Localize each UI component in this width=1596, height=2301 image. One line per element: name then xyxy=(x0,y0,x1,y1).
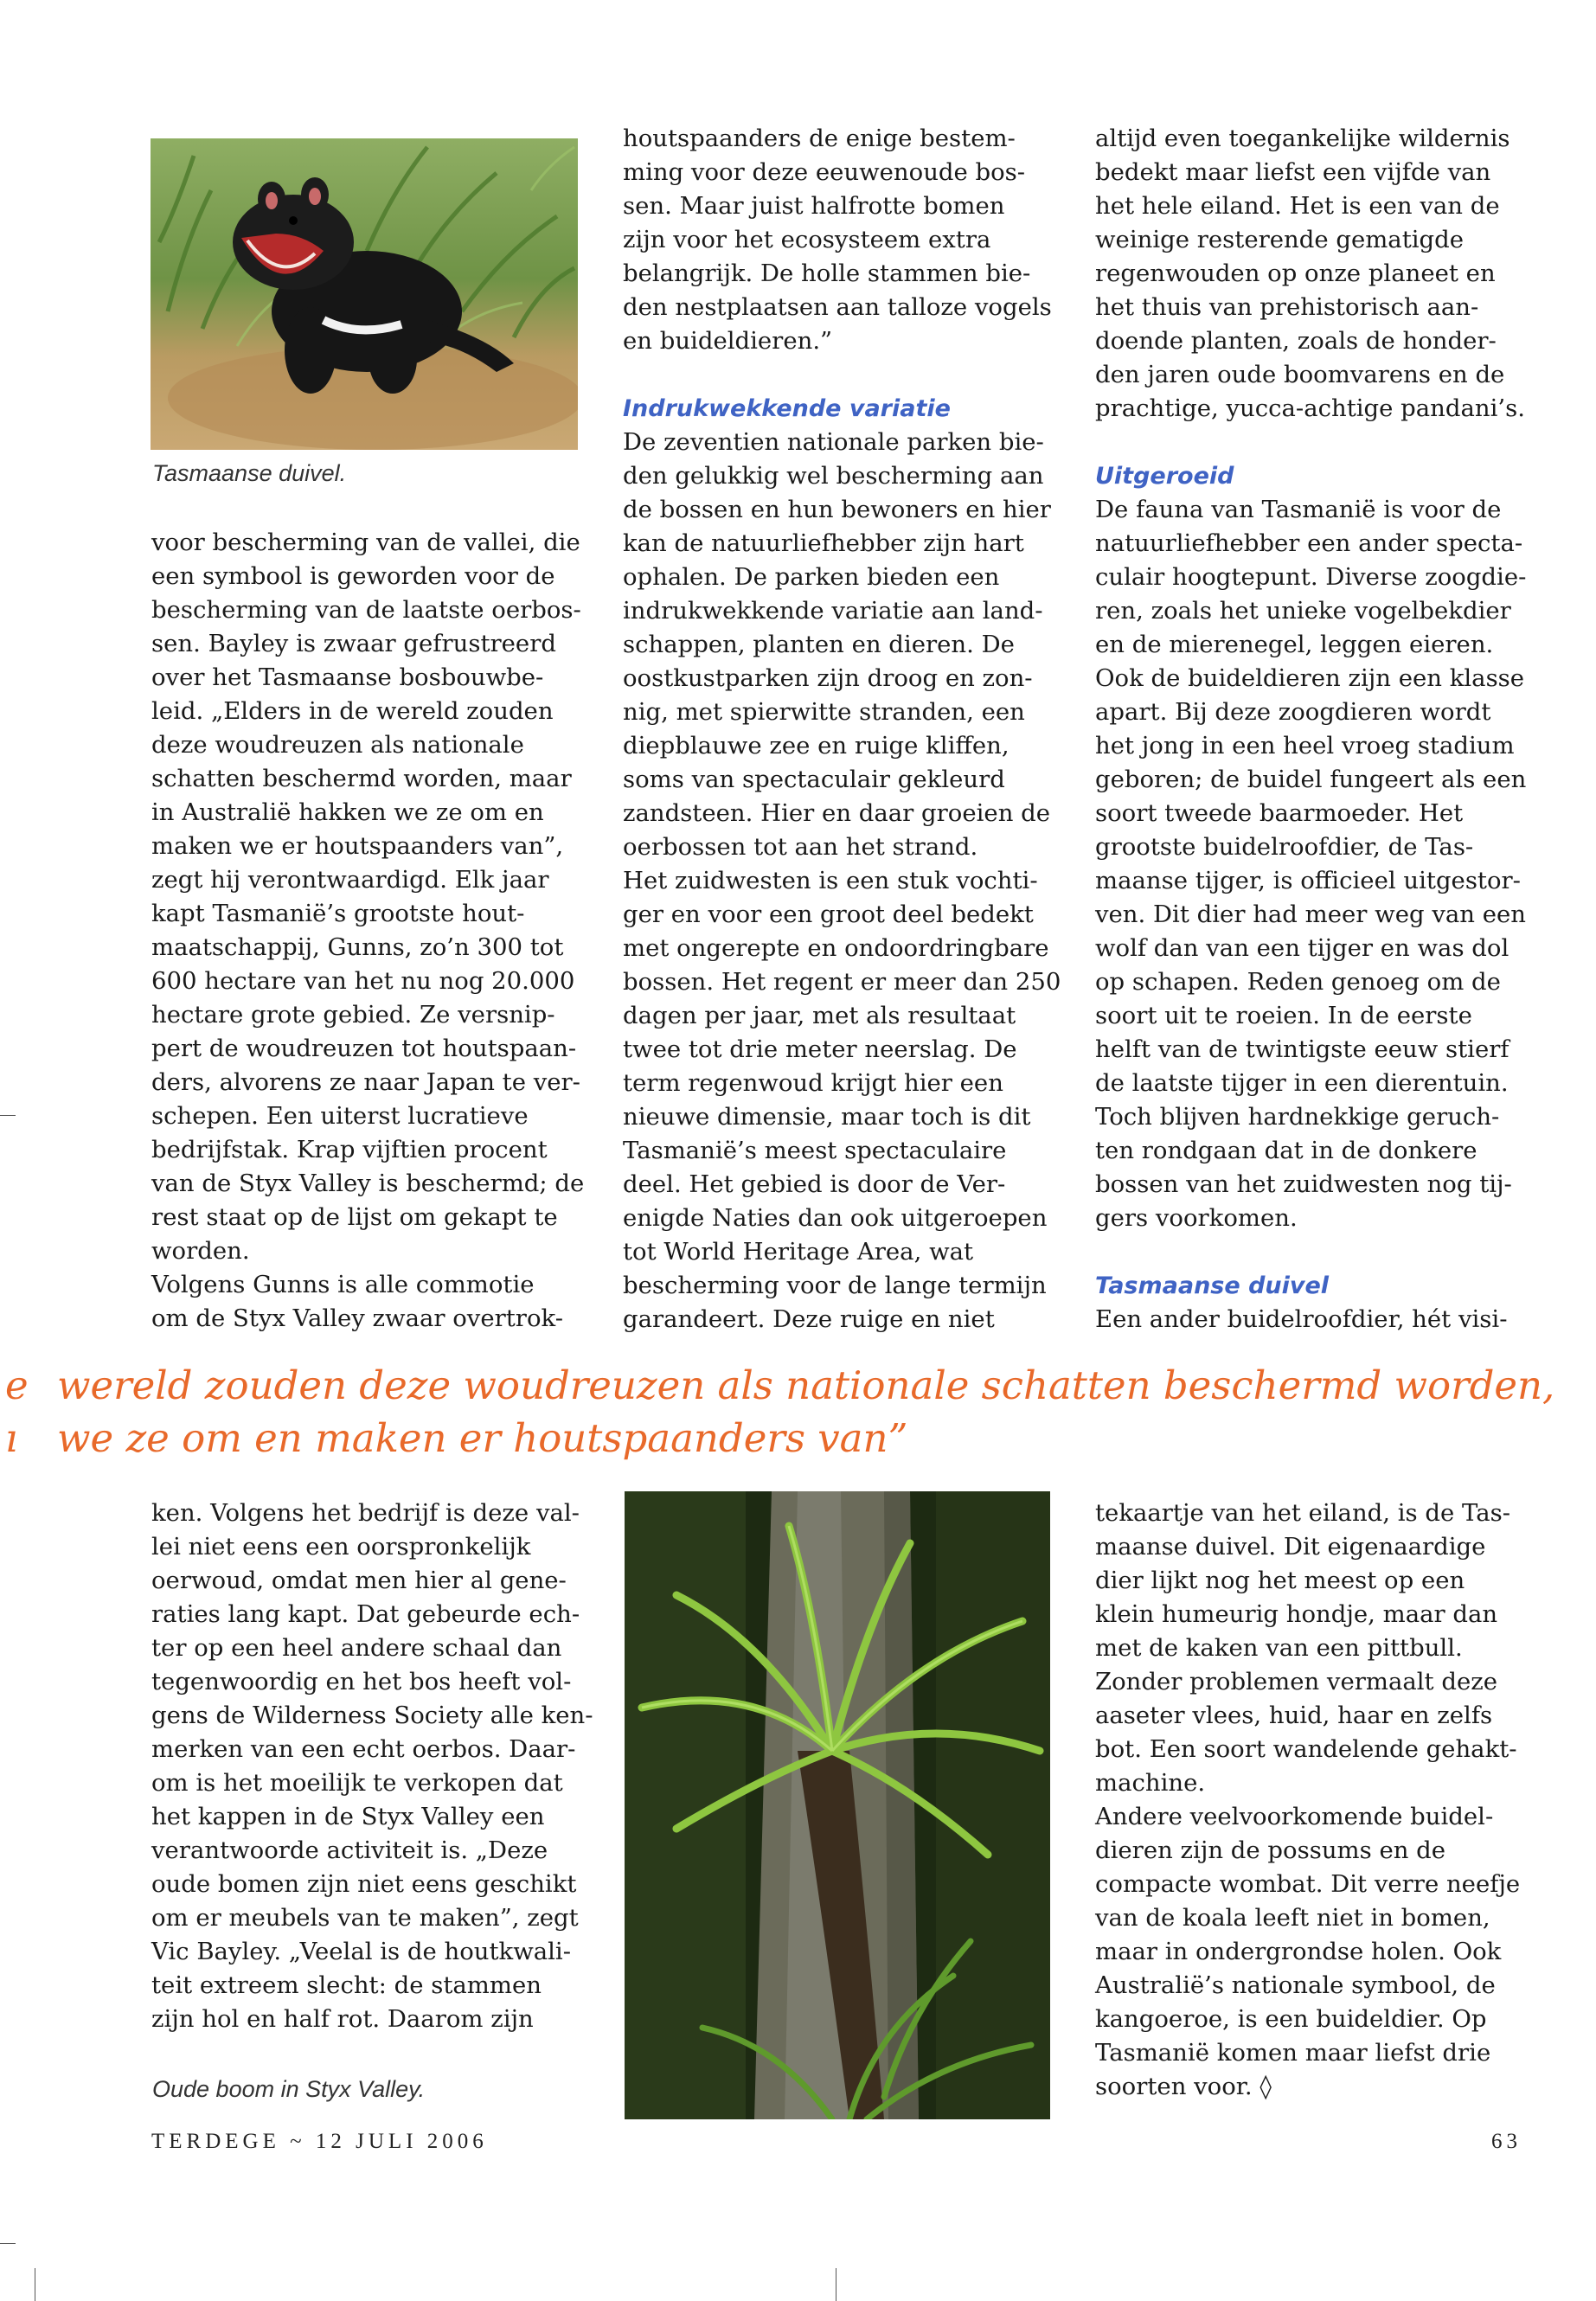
text-line: over het Tasmaanse bosbouwbe- xyxy=(151,663,544,691)
text-line: den nestplaatsen aan talloze vogels xyxy=(623,293,1052,321)
text-line: aaseter vlees, huid, haar en zelfs xyxy=(1095,1702,1493,1729)
text-line: oerbossen tot aan het strand. xyxy=(623,833,978,861)
text-line: nig, met spierwitte stranden, een xyxy=(623,698,1025,726)
tree-caption: Oude boom in Styx Valley. xyxy=(152,2076,426,2102)
text-line: garandeert. Deze ruige en niet xyxy=(623,1305,995,1333)
text-line: dagen per jaar, met als resultaat xyxy=(623,1002,1016,1029)
text-line: zandsteen. Hier en daar groeien de xyxy=(623,799,1051,827)
text-line: zijn voor het ecosysteem extra xyxy=(623,226,991,253)
text-line: Een ander buidelroofdier, hét visi- xyxy=(1095,1305,1508,1333)
text-line: verantwoorde activiteit is. „Deze xyxy=(151,1836,548,1864)
text-line: de bossen en hun bewoners en hier xyxy=(623,496,1051,523)
text-line: compacte wombat. Dit verre neefje xyxy=(1095,1870,1521,1898)
text-line: zijn hol en half rot. Daarom zijn xyxy=(151,2005,534,2033)
text-line: diepblauwe zee en ruige kliffen, xyxy=(623,732,1010,760)
text-line: indrukwekkende variatie aan land- xyxy=(623,597,1043,625)
text-line: Het zuidwesten is een stuk vochti- xyxy=(623,867,1038,894)
text-line: altijd even toegankelijke wildernis xyxy=(1095,125,1510,152)
text-line: schepen. Een uiterst lucratieve xyxy=(151,1102,529,1130)
text-line: het thuis van prehistorisch aan- xyxy=(1095,293,1479,321)
text-line: kapt Tasmanië’s grootste hout- xyxy=(151,900,525,927)
text-line: houtspaanders de enige bestem- xyxy=(623,125,1016,152)
section-heading-variatie: Indrukwekkende variatie xyxy=(623,395,951,422)
text-line: Andere veelvoorkomende buidel- xyxy=(1095,1803,1494,1830)
text-line: dieren zijn de possums en de xyxy=(1095,1836,1446,1864)
text-line: gers voorkomen. xyxy=(1095,1204,1298,1232)
text-line: het hele eiland. Het is een van de xyxy=(1095,192,1500,220)
text-line: De zeventien nationale parken bie- xyxy=(623,428,1044,456)
text-line: belangrijk. De holle stammen bie- xyxy=(623,260,1031,287)
text-line: voor bescherming van de vallei, die xyxy=(151,529,580,556)
text-line: bescherming van de laatste oerbos- xyxy=(151,596,581,624)
text-line: Vic Bayley. „Veelal is de houtkwali- xyxy=(151,1938,572,1965)
text-line: hectare grote gebied. Ze versnip- xyxy=(151,1001,555,1029)
text-line: ming voor deze eeuwenoude bos- xyxy=(623,158,1026,186)
text-line: doende planten, zoals de honder- xyxy=(1095,327,1497,355)
text-line: term regenwoud krijgt hier een xyxy=(623,1069,1003,1097)
text-line: ter op een heel andere schaal dan xyxy=(151,1634,562,1662)
text-line: Volgens Gunns is alle commotie xyxy=(151,1271,535,1298)
tasmanian-devil-photo xyxy=(151,138,578,450)
text-line: geboren; de buidel fungeert als een xyxy=(1095,766,1527,793)
text-line: bot. Een soort wandelende gehakt- xyxy=(1095,1735,1517,1763)
text-line: prachtige, yucca-achtige pandani’s. xyxy=(1095,394,1525,422)
text-line: ken. Volgens het bedrijf is deze val- xyxy=(151,1499,580,1527)
text-line: De fauna van Tasmanië is voor de xyxy=(1095,496,1502,523)
text-line: en buideldieren.” xyxy=(623,327,833,355)
text-line: weinige resterende gematigde xyxy=(1095,226,1465,253)
text-line: bedekt maar liefst een vijfde van xyxy=(1095,158,1491,186)
text-line: rest staat op de lijst om gekapt te xyxy=(151,1203,558,1231)
text-line: ders, alvorens ze naar Japan te ver- xyxy=(151,1068,580,1096)
column-1-bottom xyxy=(151,1497,593,2036)
text-line: soms van spectaculair gekleurd xyxy=(623,766,1005,793)
text-line: sen. Maar juist halfrotte bomen xyxy=(623,192,1005,220)
text-line: lei niet eens een oorspronkelijk xyxy=(151,1533,531,1561)
text-line: dier lijkt nog het meest op een xyxy=(1095,1567,1465,1594)
text-line: Ook de buideldieren zijn een klasse xyxy=(1095,664,1525,692)
column-2-top xyxy=(623,122,1061,1336)
column-3-bottom xyxy=(1095,1497,1520,2104)
text-line: Tasmanië’s meest spectaculaire xyxy=(623,1137,1007,1164)
devil-caption: Tasmaanse duivel. xyxy=(152,460,347,486)
column-1-top xyxy=(151,526,584,1336)
crop-mark xyxy=(0,2243,16,2244)
text-line: 600 hectare van het nu nog 20.000 xyxy=(151,967,575,995)
text-line: deze woudreuzen als nationale xyxy=(151,731,524,759)
section-heading-duivel: Tasmaanse duivel xyxy=(1095,1272,1330,1299)
text-line: maanse tijger, is officieel uitgestor- xyxy=(1095,867,1521,894)
text-line: Australië’s nationale symbool, de xyxy=(1095,1971,1496,1999)
text-line: om er meubels van te maken”, zegt xyxy=(151,1904,579,1932)
pull-quote-edge-glyph: ı xyxy=(5,1415,18,1461)
text-line: Toch blijven hardnekkige geruch- xyxy=(1095,1103,1500,1131)
tree-fern-illustration xyxy=(625,1491,1050,2119)
text-line: maken we er houtspaanders van”, xyxy=(151,832,564,860)
text-line: de laatste tijger in een dierentuin. xyxy=(1095,1069,1509,1097)
text-line: maanse duivel. Dit eigenaardige xyxy=(1095,1533,1486,1561)
text-line: bossen van het zuidwesten nog tij- xyxy=(1095,1170,1512,1198)
column-3-top xyxy=(1095,122,1526,1336)
text-line: worden. xyxy=(151,1237,250,1265)
text-line: ren, zoals het unieke vogelbekdier xyxy=(1095,597,1511,625)
text-line: merken van een echt oerbos. Daar- xyxy=(151,1735,576,1763)
text-line: twee tot drie meter neerslag. De xyxy=(623,1035,1017,1063)
text-line: oostkustparken zijn droog en zon- xyxy=(623,664,1033,692)
text-line: een symbool is geworden voor de xyxy=(151,562,555,590)
text-line: bedrijfstak. Krap vijftien procent xyxy=(151,1136,548,1163)
text-line: deel. Het gebied is door de Ver- xyxy=(623,1170,1006,1198)
text-line: tot World Heritage Area, wat xyxy=(623,1238,974,1266)
text-line: enigde Naties dan ook uitgeroepen xyxy=(623,1204,1048,1232)
text-line: leid. „Elders in de wereld zouden xyxy=(151,697,554,725)
text-line: wolf dan van een tijger en was dol xyxy=(1095,934,1509,962)
text-line: schatten beschermd worden, maar xyxy=(151,765,572,792)
page-number: 63 xyxy=(1491,2130,1522,2153)
text-line: soort tweede baarmoeder. Het xyxy=(1095,799,1464,827)
tasmanian-devil-illustration xyxy=(151,138,578,450)
text-line: ten rondgaan dat in de donkere xyxy=(1095,1137,1477,1164)
text-line: in Australië hakken we ze om en xyxy=(151,798,544,826)
text-line: grootste buidelroofdier, de Tas- xyxy=(1095,833,1474,861)
text-line: met de kaken van een pittbull. xyxy=(1095,1634,1463,1662)
text-line: culair hoogtepunt. Diverse zoogdie- xyxy=(1095,563,1527,591)
text-line: den gelukkig wel bescherming aan xyxy=(623,462,1044,490)
text-line: en de mierenegel, leggen eieren. xyxy=(1095,631,1494,658)
text-line: den jaren oude boomvarens en de xyxy=(1095,361,1505,388)
text-line: zegt hij verontwaardigd. Elk jaar xyxy=(151,866,549,894)
text-line: helft van de twintigste eeuw stierf xyxy=(1095,1035,1509,1063)
text-line: Zonder problemen vermaalt deze xyxy=(1095,1668,1497,1695)
text-line: klein humeurig hondje, maar dan xyxy=(1095,1600,1498,1628)
text-line: pert de woudreuzen tot houtspaan- xyxy=(151,1035,577,1062)
text-line: bossen. Het regent er meer dan 250 xyxy=(623,968,1061,996)
text-line: oerwoud, omdat men hier al gene- xyxy=(151,1567,567,1594)
text-line: ger en voor een groot deel bedekt xyxy=(623,901,1034,928)
pull-quote-line-2: we ze om en maken er houtspaanders van” xyxy=(57,1415,908,1461)
tree-fern-photo xyxy=(625,1491,1050,2119)
text-line: apart. Bij deze zoogdieren wordt xyxy=(1095,698,1491,726)
text-line: het kappen in de Styx Valley een xyxy=(151,1803,545,1830)
text-line: soort uit te roeien. In de eerste xyxy=(1095,1002,1472,1029)
text-line: om is het moeilijk te verkopen dat xyxy=(151,1769,563,1797)
text-line: bescherming voor de lange termijn xyxy=(623,1272,1047,1299)
text-line: tegenwoordig en het bos heeft vol- xyxy=(151,1668,572,1695)
text-line: sen. Bayley is zwaar gefrustreerd xyxy=(151,630,556,657)
text-line: soorten voor. ◊ xyxy=(1095,2073,1272,2100)
text-line: maar in ondergrondse holen. Ook xyxy=(1095,1938,1502,1965)
text-line: natuurliefhebber een ander specta- xyxy=(1095,529,1523,557)
text-line: machine. xyxy=(1095,1769,1206,1797)
text-line: Tasmanië komen maar liefst drie xyxy=(1095,2039,1491,2067)
text-line: maatschappij, Gunns, zo’n 300 tot xyxy=(151,933,564,961)
pull-quote-line-1: wereld zouden deze woudreuzen als nationale schatten beschermd worden, xyxy=(57,1362,1555,1408)
text-line: oude bomen zijn niet eens geschikt xyxy=(151,1870,577,1898)
footer-magazine-date: TERDEGE ~ 12 JULI 2006 xyxy=(151,2130,488,2153)
text-line: tekaartje van het eiland, is de Tas- xyxy=(1095,1499,1511,1527)
text-line: met ongerepte en ondoordringbare xyxy=(623,934,1049,962)
crop-mark xyxy=(0,1115,16,1116)
text-line: raties lang kapt. Dat gebeurde ech- xyxy=(151,1600,580,1628)
text-line: van de koala leeft niet in bomen, xyxy=(1095,1904,1490,1932)
text-line: regenwouden op onze planeet en xyxy=(1095,260,1496,287)
text-line: gens de Wilderness Society alle ken- xyxy=(151,1702,593,1729)
text-line: teit extreem slecht: de stammen xyxy=(151,1971,542,1999)
section-heading-uitgeroeid: Uitgeroeid xyxy=(1095,463,1234,490)
text-line: van de Styx Valley is beschermd; de xyxy=(151,1170,585,1197)
text-line: op schapen. Reden genoeg om de xyxy=(1095,968,1501,996)
text-line: ophalen. De parken bieden een xyxy=(623,563,1000,591)
text-line: kan de natuurliefhebber zijn hart xyxy=(623,529,1024,557)
text-line: kangoeroe, is een buideldier. Op xyxy=(1095,2005,1487,2033)
text-line: ven. Dit dier had meer weg van een xyxy=(1095,901,1526,928)
text-line: schappen, planten en dieren. De xyxy=(623,631,1015,658)
text-line: het jong in een heel vroeg stadium xyxy=(1095,732,1515,760)
pull-quote-edge-glyph: e xyxy=(5,1362,29,1408)
text-line: om de Styx Valley zwaar overtrok- xyxy=(151,1304,563,1332)
text-line: nieuwe dimensie, maar toch is dit xyxy=(623,1103,1031,1131)
